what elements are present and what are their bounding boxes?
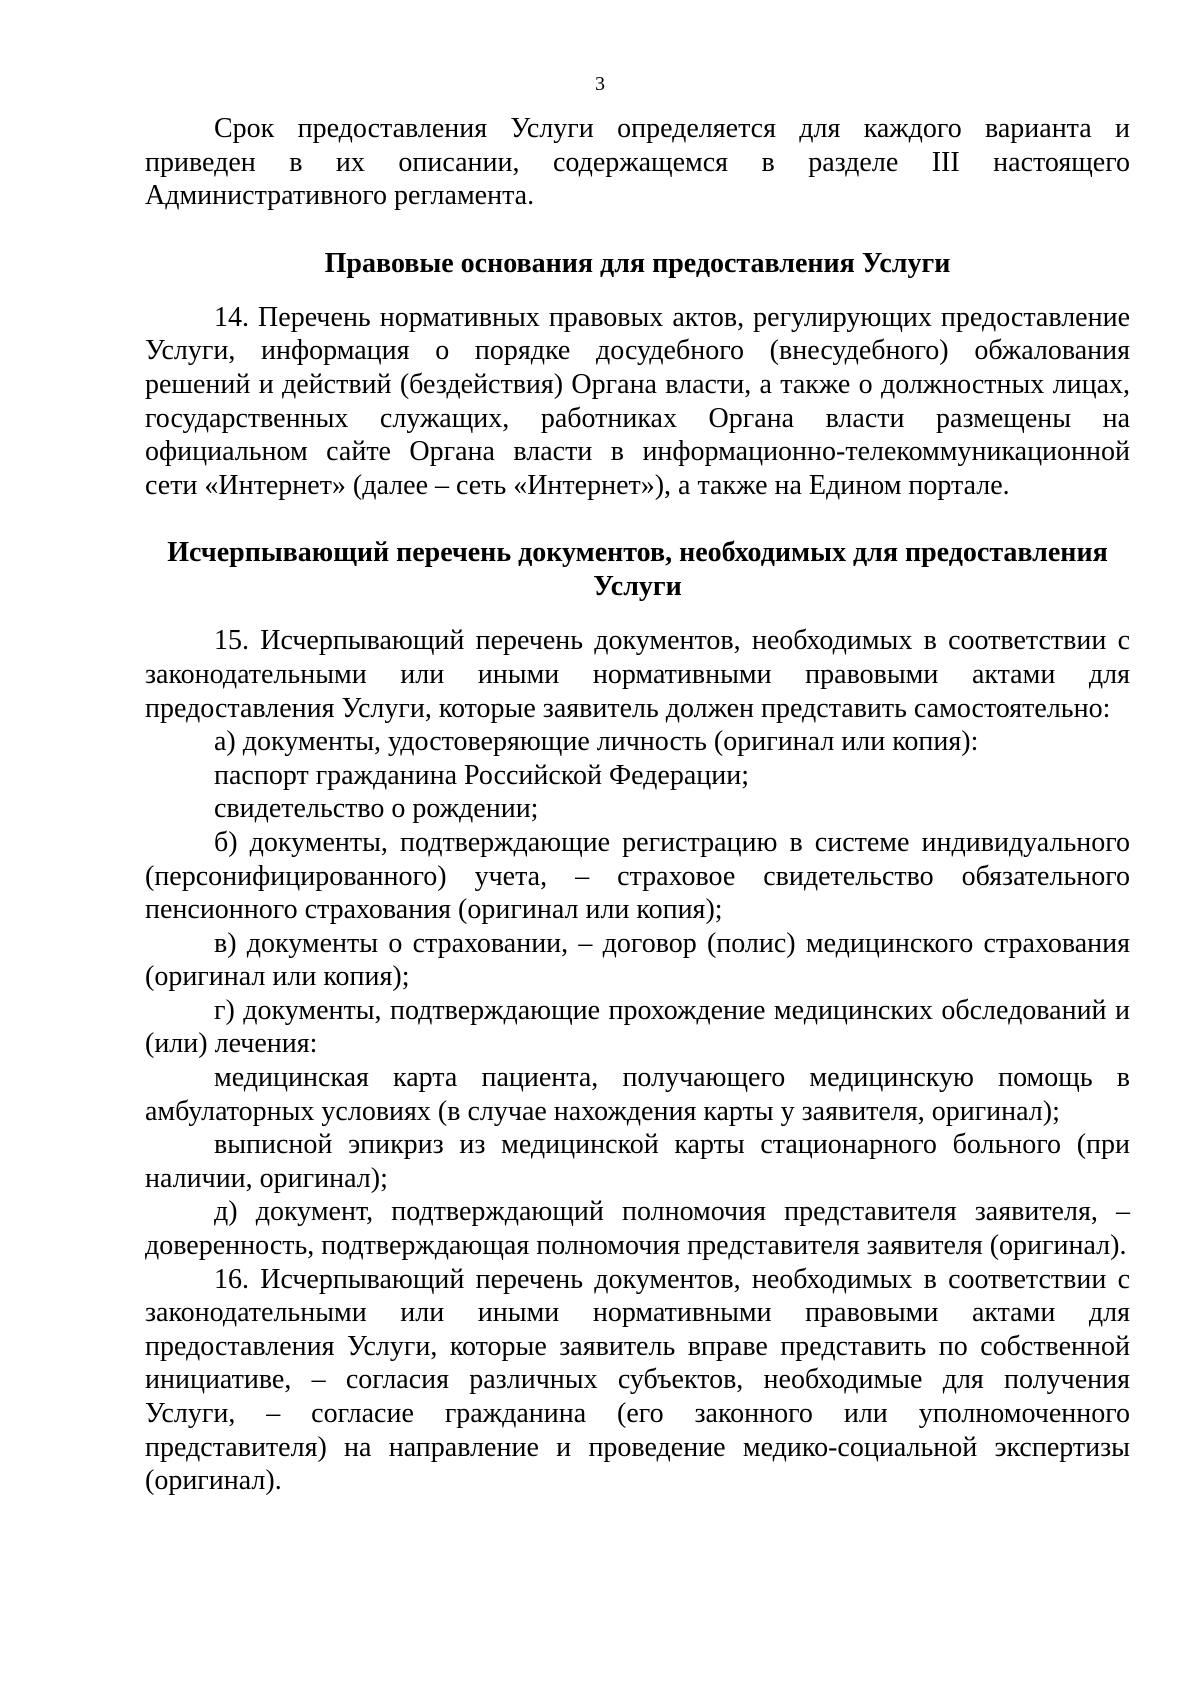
list-item-g: г) документы, подтверждающие прохождение медицинских обследований и (или) лечения: — [145, 994, 1130, 1060]
spacer — [145, 502, 1130, 536]
list-item-discharge-summary: выписной эпикриз из медицинской карты стационарного больного (при наличии, оригинал); — [145, 1129, 1130, 1194]
paragraph-14: 14. Перечень нормативных правовых актов, регулирующих предоставление Услуги, информация о порядке досудебного (внесудебного) обжалования решений и действий (бездействия) Органа власти, а также о должностных лицах, государственных служащих, работниках Органа власти размещены на официальном сайте Органа власти в информационно-телекоммуникационной сети «Интернет» (далее – сеть «Интернет»), а также на Едином портале. — [145, 301, 1130, 501]
spacer — [145, 281, 1130, 301]
list-item-a: а) документы, удостоверяющие личность (оригинал или копия): — [214, 726, 979, 758]
list-item-birth-certificate: свидетельство о рождении; — [214, 793, 539, 825]
heading-legal-grounds: Правовые основания для предоставления Услуги — [324, 247, 951, 279]
list-item-v: в) документы о страховании, – договор (полис) медицинского страхования (оригинал или копия); — [145, 927, 1130, 993]
list-item-medical-card: медицинская карта пациента, получающего медицинскую помощь в амбулаторных условиях (в случае нахождения карты у заявителя, оригинал); — [145, 1062, 1130, 1127]
page-number: 3 — [595, 73, 605, 95]
spacer — [145, 213, 1130, 247]
list-item-passport: паспорт гражданина Российской Федерации; — [214, 759, 750, 791]
heading-documents-list: Исчерпывающий перечень документов, необходимых для предоставления Услуги — [167, 537, 1108, 603]
list-item-d: д) документ, подтверждающий полномочия представителя заявителя, – доверенность, подтверждающая полномочия представителя заявителя (оригинал). — [145, 1196, 1130, 1262]
document-body — [145, 112, 1130, 1498]
paragraph-15: 15. Исчерпывающий перечень документов, необходимых в соответствии с законодательными или иными нормативными правовыми актами для предоставления Услуги, которые заявитель должен представить самостоятельно: — [145, 625, 1130, 724]
list-item-b: б) документы, подтверждающие регистрацию в системе индивидуального (персонифицированного) учета, – страховое свидетельство обязательного пенсионного страхования (оригинал или копия); — [145, 826, 1130, 926]
paragraph-16: 16. Исчерпывающий перечень документов, необходимых в соответствии с законодательными или иными нормативными правовыми актами для предоставления Услуги, которые заявитель вправе представить по собственной инициативе, – согласия различных субъектов, необходимые для получения Услуги, – согласие гражданина (его законного или уполномоченного представителя) на направление и проведение медико-социальной экспертизы (оригинал). — [145, 1263, 1130, 1497]
spacer — [145, 604, 1130, 624]
paragraph-service-term: Срок предоставления Услуги определяется для каждого варианта и приведен в их описании, содержащемся в разделе III настоящего Административного регламента. — [145, 113, 1130, 212]
